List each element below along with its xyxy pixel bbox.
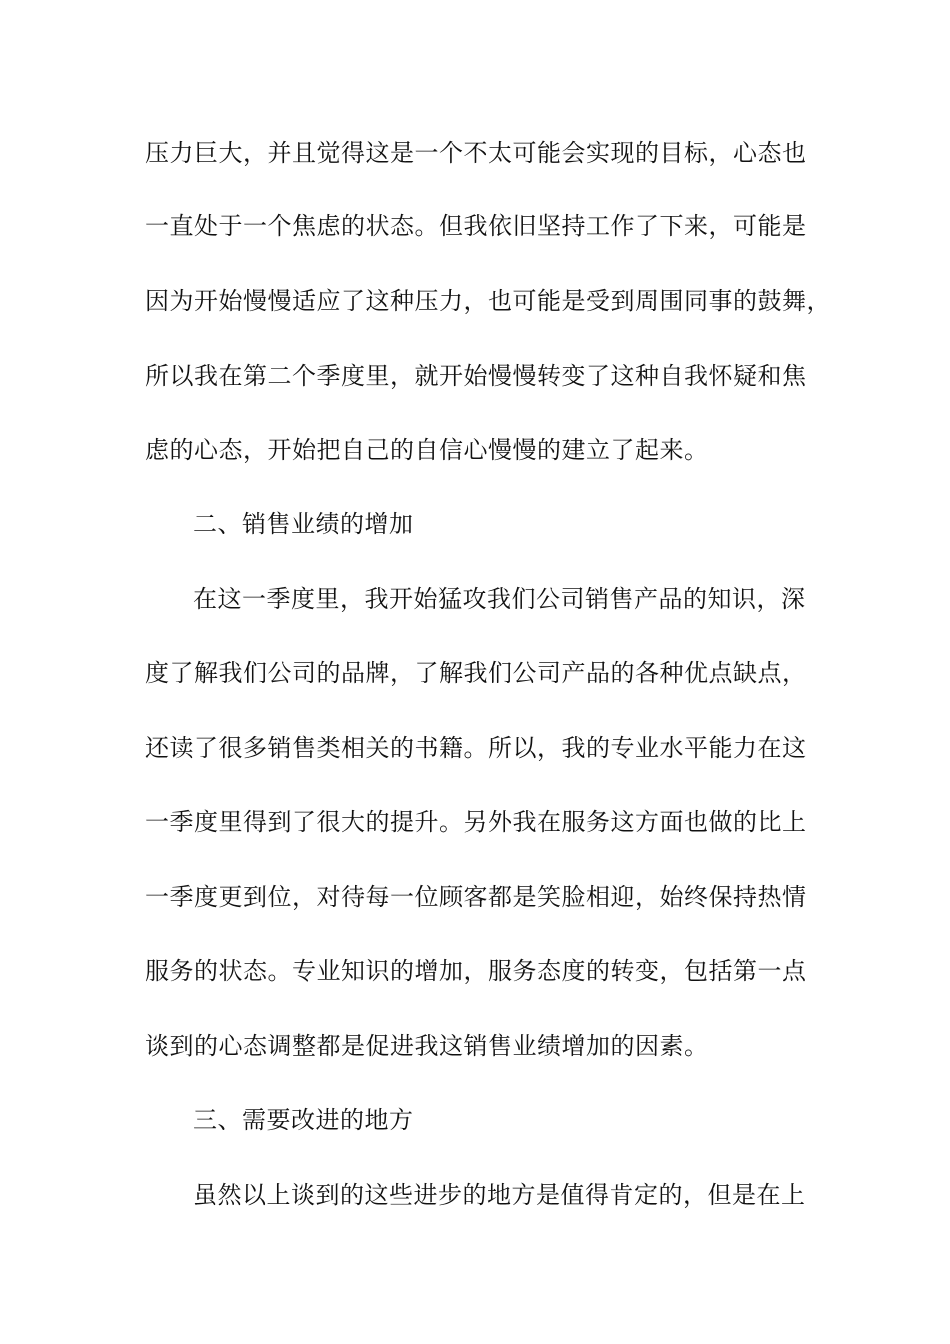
text-line: 在这一季度里，我开始猛攻我们公司销售产品的知识，深 [193,585,806,613]
text-line: 一直处于一个焦虑的状态。但我依旧坚持工作了下来，可能是 [145,212,807,240]
section-heading: 三、需要改进的地方 [193,1106,414,1134]
text-line: 度了解我们公司的品牌，了解我们公司产品的各种优点缺点， [145,659,807,687]
text-line: 虽然以上谈到的这些进步的地方是值得肯定的，但是在上 [193,1181,806,1209]
text-line: 一季度里得到了很大的提升。另外我在服务这方面也做的比上 [145,808,807,836]
text-line: 谈到的心态调整都是促进我这销售业绩增加的因素。 [145,1032,709,1060]
text-line: 虑的心态，开始把自己的自信心慢慢的建立了起来。 [145,436,709,464]
text-line: 压力巨大，并且觉得这是一个不太可能会实现的目标，心态也 [145,139,807,167]
text-line: 所以我在第二个季度里，就开始慢慢转变了这种自我怀疑和焦 [145,362,807,390]
text-line: 一季度更到位，对待每一位顾客都是笑脸相迎，始终保持热情 [145,883,807,911]
text-line: 还读了很多销售类相关的书籍。所以，我的专业水平能力在这 [145,734,807,762]
text-line: 因为开始慢慢适应了这种压力，也可能是受到周围同事的鼓舞， [145,287,831,315]
section-heading: 二、销售业绩的增加 [193,510,414,538]
text-line: 服务的状态。专业知识的增加，服务态度的转变，包括第一点 [145,957,807,985]
